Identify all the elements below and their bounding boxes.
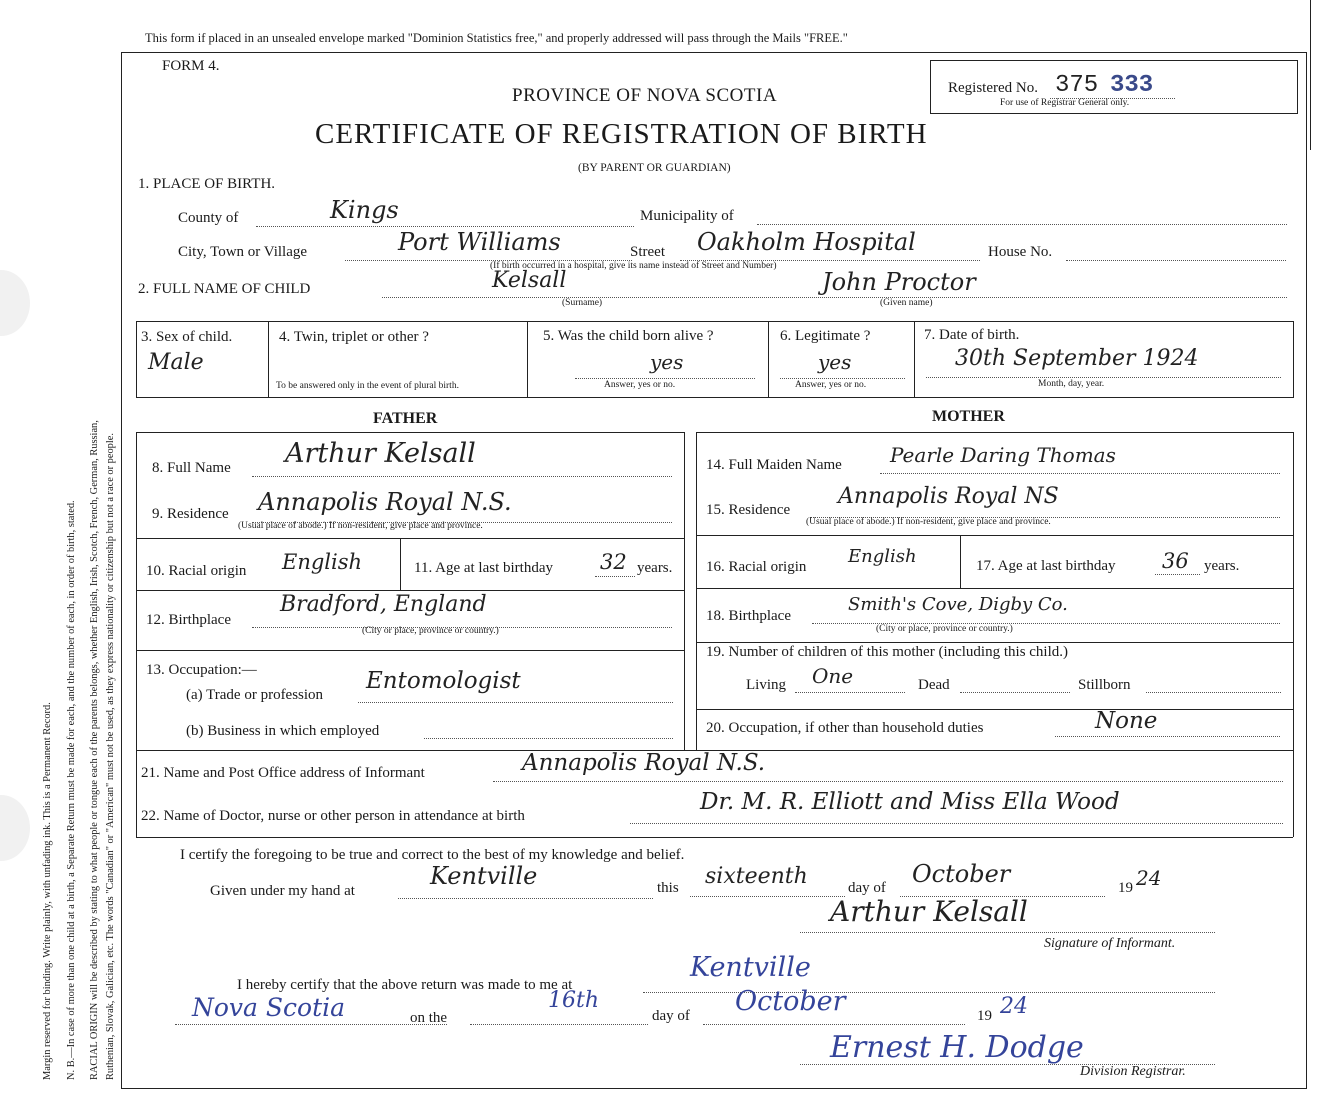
father-business-line: [424, 738, 673, 739]
sex-label: 3. Sex of child.: [141, 329, 233, 345]
rule: [136, 397, 1294, 398]
father-residence: Annapolis Royal N.S.: [258, 488, 512, 516]
child-given-name: John Proctor: [822, 268, 976, 296]
mother-age-years: years.: [1204, 558, 1240, 574]
rule: [136, 321, 1294, 322]
registrar-month: October: [735, 986, 846, 1017]
doctor-label: 22. Name of Doctor, nurse or other person in attendance at birth: [141, 808, 525, 824]
margin-note-multiple-births: N. B.—In case of more than one child at a birth, a Separate Return must be made for each, and the number of each, in order of birth, stated.: [66, 500, 77, 1080]
rule: [136, 650, 684, 651]
rule: [400, 538, 401, 590]
father-birthplace-caption: (City or place, province or country.): [362, 626, 499, 636]
rule: [136, 837, 1293, 838]
father-trade-line: [358, 702, 673, 703]
given-year: 24: [1136, 866, 1162, 890]
rule: [136, 321, 137, 398]
father-residence-label: 9. Residence: [152, 506, 229, 522]
edge-mark: [1310, 0, 1311, 150]
county-line: [256, 226, 634, 227]
county-value: Kings: [330, 196, 399, 224]
hospital-note: (If birth occurred in a hospital, give its name instead of Street and Number): [490, 261, 777, 271]
father-business-label: (b) Business in which employed: [186, 723, 380, 739]
legitimate-line: [780, 378, 905, 379]
rule: [696, 432, 1293, 433]
informant-certification: I certify the foregoing to be true and correct to the best of my knowledge and belief.: [180, 847, 685, 863]
date-of-birth-label: 7. Date of birth.: [924, 327, 1020, 343]
mother-occupation: None: [1095, 708, 1158, 734]
date-of-birth-caption: Month, day, year.: [1038, 379, 1105, 389]
date-of-birth-line: [926, 377, 1281, 378]
father-birthplace-label: 12. Birthplace: [146, 612, 231, 628]
rule: [914, 321, 915, 398]
registrar-day-line: [470, 1024, 648, 1025]
doctor-value: Dr. M. R. Elliott and Miss Ella Wood: [700, 789, 1120, 815]
informant-label: 21. Name and Post Office address of Informant: [141, 765, 425, 781]
father-racial-origin: English: [282, 550, 363, 574]
given-this-label: this: [657, 880, 679, 896]
date-of-birth-value: 30th September 1924: [955, 346, 1199, 371]
informant-value: Annapolis Royal N.S.: [522, 750, 766, 776]
rule: [696, 535, 1293, 536]
born-alive-line: [575, 378, 755, 379]
born-alive-caption: Answer, yes or no.: [604, 380, 676, 390]
rule: [696, 588, 1293, 589]
given-day-line: [690, 896, 845, 897]
given-month: October: [912, 860, 1011, 888]
informant-signature-line: [800, 932, 1215, 933]
registrar-place-line: [643, 992, 1215, 993]
father-birthplace: Bradford, England: [280, 592, 487, 617]
given-dayof-label: day of: [848, 880, 886, 896]
place-of-birth-heading: 1. PLACE OF BIRTH.: [138, 176, 276, 192]
legitimate-value: yes: [818, 350, 852, 374]
margin-note-racial-origin: RACIAL ORIGIN will be described by stating to what people or tongue each of the parents belongs, whether English, Irish, Scotch, French, German, Russian,: [89, 420, 100, 1080]
children-dead-label: Dead: [918, 677, 950, 693]
twin-note: To be answered only in the event of plural birth.: [276, 381, 459, 391]
registrar-year-prefix: 19: [977, 1008, 992, 1024]
house-number-line: [1066, 260, 1286, 261]
mother-residence: Annapolis Royal NS: [838, 484, 1059, 509]
given-under-hand-label: Given under my hand at: [210, 883, 355, 899]
child-name-label: 2. FULL NAME OF CHILD: [138, 281, 311, 297]
father-name-label: 8. Full Name: [152, 460, 231, 476]
given-day: sixteenth: [705, 864, 808, 889]
margin-note-binding: Margin reserved for binding. Write plainly, with unfading ink. This is a Permanent Record.: [42, 702, 53, 1080]
certificate-title: CERTIFICATE OF REGISTRATION OF BIRTH: [315, 118, 928, 150]
registrar-certification: I hereby certify that the above return was made to me at: [237, 977, 573, 993]
registrar-caption: Division Registrar.: [1080, 1064, 1186, 1079]
given-place-line: [398, 898, 653, 899]
child-surname: Kelsall: [492, 268, 567, 293]
doctor-line: [630, 823, 1283, 824]
sex-value: Male: [148, 350, 204, 375]
city-value: Port Williams: [398, 228, 561, 256]
children-living: One: [812, 664, 854, 688]
father-occupation-label: 13. Occupation:—: [146, 662, 257, 678]
rule: [684, 432, 685, 750]
binder-hole: [0, 270, 30, 336]
children-count-label: 19. Number of children of this mother (including this child.): [706, 644, 1069, 660]
registrar-note: For use of Registrar General only.: [1000, 98, 1130, 108]
city-label: City, Town or Village: [178, 244, 308, 260]
rule: [136, 432, 684, 433]
form-number: FORM 4.: [162, 58, 220, 74]
municipality-label: Municipality of: [640, 208, 734, 224]
father-heading: FATHER: [373, 410, 438, 427]
mother-occupation-label: 20. Occupation, if other than household duties: [706, 720, 984, 736]
registrar-signature: Ernest H. Dodge: [830, 1030, 1084, 1065]
mother-name-line: [880, 473, 1280, 474]
children-stillborn-line: [1146, 692, 1281, 693]
child-name-line: [382, 297, 1287, 298]
rule: [268, 321, 269, 398]
margin-note-racial-origin-cont: Ruthenian, Slovak, Galician, etc. The words "Canadian" or "American" must not be used, as they express nationality or citizenship but not a race or people.: [105, 433, 116, 1080]
registrar-province: Nova Scotia: [192, 993, 346, 1022]
province-heading: PROVINCE OF NOVA SCOTIA: [512, 85, 778, 106]
house-number-label: House No.: [988, 244, 1053, 260]
mother-racial-origin-label: 16. Racial origin: [706, 559, 807, 575]
mother-birthplace-label: 18. Birthplace: [706, 608, 791, 624]
mother-heading: MOTHER: [932, 408, 1005, 425]
informant-line: [493, 781, 1283, 782]
rule: [1293, 432, 1294, 837]
father-trade-label: (a) Trade or profession: [186, 687, 324, 703]
mother-age-line: [1155, 574, 1200, 575]
twin-label: 4. Twin, triplet or other ?: [279, 329, 429, 345]
surname-caption: (Surname): [562, 298, 603, 308]
mother-age-label: 17. Age at last birthday: [976, 558, 1116, 574]
registrar-on-label: on the: [410, 1010, 448, 1026]
registrar-year: 24: [1000, 994, 1028, 1019]
registrar-place: Kentville: [690, 952, 811, 983]
father-age-label: 11. Age at last birthday: [414, 560, 553, 576]
registrar-dayof-label: day of: [652, 1008, 690, 1024]
registered-number-stamp: 333: [1110, 72, 1154, 99]
certificate-subtitle: (BY PARENT OR GUARDIAN): [578, 162, 731, 174]
given-place: Kentville: [430, 862, 538, 890]
legitimate-label: 6. Legitimate ?: [780, 328, 871, 344]
street-value: Oakholm Hospital: [697, 228, 916, 256]
rule: [136, 432, 137, 837]
children-dead-line: [960, 692, 1070, 693]
county-label: County of: [178, 210, 239, 226]
father-age-line: [595, 576, 635, 577]
mother-occupation-line: [1055, 736, 1280, 737]
mother-residence-label: 15. Residence: [706, 502, 791, 518]
street-label: Street: [630, 244, 665, 260]
rule: [696, 432, 697, 750]
father-name-line: [252, 476, 672, 477]
children-stillborn-label: Stillborn: [1078, 677, 1131, 693]
mother-name-label: 14. Full Maiden Name: [706, 457, 842, 473]
father-name: Arthur Kelsall: [285, 438, 476, 469]
informant-signature: Arthur Kelsall: [830, 895, 1028, 928]
registered-number-prefix: 375: [1055, 72, 1099, 99]
mother-racial-origin: English: [848, 546, 917, 567]
mother-age: 36: [1162, 549, 1189, 573]
given-name-caption: (Given name): [880, 298, 933, 308]
children-living-line: [795, 692, 905, 693]
father-age: 32: [600, 550, 627, 574]
mail-notice: This form if placed in an unsealed envelope marked "Dominion Statistics free," and properly addressed will pass through the Mails "FREE.": [145, 31, 848, 45]
rule: [136, 590, 684, 591]
father-residence-caption: (Usual place of abode.) If non-resident, give place and province.: [238, 521, 483, 531]
rule: [696, 642, 1293, 643]
father-trade: Entomologist: [366, 668, 521, 694]
born-alive-label: 5. Was the child born alive ?: [543, 328, 714, 344]
mother-birthplace: Smith's Cove, Digby Co.: [848, 594, 1068, 615]
rule: [136, 538, 684, 539]
mother-residence-caption: (Usual place of abode.) If non-resident, give place and province.: [806, 517, 1051, 527]
rule: [960, 535, 961, 588]
municipality-line: [757, 224, 1287, 225]
mother-birthplace-caption: (City or place, province or country.): [876, 624, 1013, 634]
registrar-province-line: [175, 1024, 447, 1025]
registrar-month-line: [703, 1024, 965, 1025]
born-alive-value: yes: [650, 350, 684, 374]
children-living-label: Living: [746, 677, 786, 693]
binder-hole: [0, 795, 30, 861]
given-year-prefix: 19: [1118, 880, 1133, 896]
father-racial-origin-label: 10. Racial origin: [146, 563, 247, 579]
mother-name: Pearle Daring Thomas: [890, 443, 1116, 467]
rule: [696, 709, 1293, 710]
informant-signature-caption: Signature of Informant.: [1044, 936, 1176, 951]
registrar-day: 16th: [548, 988, 600, 1013]
father-age-years: years.: [637, 560, 673, 576]
rule: [1293, 321, 1294, 398]
rule: [768, 321, 769, 398]
rule: [527, 321, 528, 398]
legitimate-caption: Answer, yes or no.: [795, 380, 867, 390]
registered-number-label: Registered No.: [948, 80, 1038, 96]
